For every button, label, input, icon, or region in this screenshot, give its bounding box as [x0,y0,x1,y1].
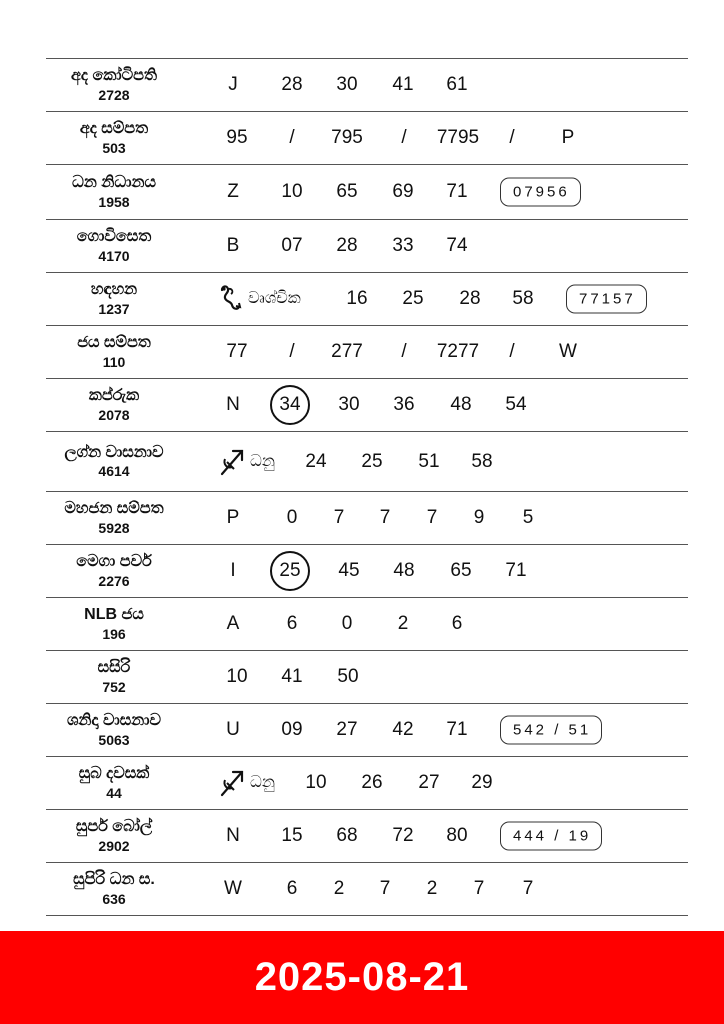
lottery-name: ධන නිධානය [72,174,156,192]
lottery-row [46,810,688,863]
result-number: 27 [418,772,440,793]
special-number-box: 542 / 51 [500,716,602,745]
lottery-name-cell [46,712,182,747]
draw-number: 1958 [98,193,130,210]
results-cell [182,379,688,431]
result-letter: I [230,560,236,581]
lottery-name-cell [46,174,182,209]
separator: / [509,341,515,362]
result-number: 51 [418,450,440,472]
result-letter: N [226,394,240,415]
draw-number: 5928 [98,519,130,536]
lottery-row [46,651,688,704]
separator: / [289,341,295,362]
result-number: 41 [392,74,414,95]
lottery-name-cell [46,387,182,422]
result-number: 68 [336,825,358,846]
lottery-name-cell [46,765,182,800]
result-number: 24 [305,450,327,472]
result-number: 50 [337,666,359,687]
lottery-name: සුපිරි ධන ස. [73,871,155,889]
results-cell [182,863,688,915]
draw-number: 2728 [98,86,130,103]
result-number: 795 [331,127,363,148]
result-number: 74 [446,235,468,256]
result-number: 72 [392,825,414,846]
result-number: 36 [393,394,415,415]
result-number: 41 [281,666,303,687]
lottery-name-cell [46,871,182,906]
result-number: 65 [336,181,358,202]
result-letter: A [226,613,240,634]
result-number: 2 [333,878,345,899]
result-number: 28 [459,288,481,309]
lottery-row [46,492,688,545]
result-number: 80 [446,825,468,846]
result-number: 7 [333,507,345,528]
result-number: 71 [446,719,468,740]
result-number: 58 [512,288,534,309]
result-letter: N [226,825,240,846]
lottery-name-cell [46,67,182,102]
results-cell [182,59,688,111]
separator: / [401,341,407,362]
result-number: 30 [336,74,358,95]
result-letter: P [226,507,240,528]
results-cell [182,757,688,809]
result-number: 7 [426,507,438,528]
lottery-name-cell [46,500,182,535]
lottery-name-cell [46,334,182,369]
lottery-row [46,326,688,379]
lottery-name: ශනිදා වාසනාව [66,712,161,730]
result-number: 0 [286,507,298,528]
results-cell [182,704,688,756]
zodiac-sign-label: වෘශ්චික [248,290,301,307]
result-number: W [559,341,577,362]
lottery-name-cell [46,281,182,316]
lottery-name: කප්රුක [88,387,140,405]
lottery-name: අද කෝටිපති [71,67,157,85]
result-number: 7277 [436,341,480,362]
results-cell [182,651,688,703]
result-number: 69 [392,181,414,202]
draw-number: 503 [102,139,126,156]
draw-number: 5063 [98,731,130,748]
result-number: 277 [331,341,363,362]
draw-number: 2276 [98,572,130,589]
result-number: 33 [392,235,414,256]
lottery-name: මෙගා පවර් [76,553,152,571]
result-letter: J [228,74,238,95]
draw-number: 44 [106,784,122,801]
lottery-row [46,863,688,916]
zodiac-sign [218,447,275,477]
sagittarius-icon [218,768,246,798]
zodiac-sign-label: ධනු [250,774,275,791]
results-table [46,58,688,916]
result-number: 42 [392,719,414,740]
lottery-name: NLB ජය [84,606,144,624]
lottery-row [46,273,688,326]
draw-number: 752 [102,678,126,695]
result-number: 9 [473,507,485,528]
draw-number: 4170 [98,247,130,264]
lottery-name-cell [46,606,182,641]
result-number: 61 [446,74,468,95]
lottery-name: අද සම්පත [79,120,149,138]
result-number: 25 [361,450,383,472]
result-letter: B [226,235,240,256]
result-number: 10 [281,181,303,202]
lottery-row [46,757,688,810]
draw-number: 4614 [98,463,130,480]
result-number: 65 [450,560,472,581]
separator: / [289,127,295,148]
draw-number: 636 [102,890,126,907]
zodiac-sign [218,284,301,314]
result-number: 07 [281,235,303,256]
result-number: 09 [281,719,303,740]
result-number: 54 [505,394,527,415]
result-number: P [561,127,575,148]
result-number: 2 [426,878,438,899]
results-cell [182,112,688,164]
lottery-name: සුබ දවසක් [78,765,150,783]
result-number: 29 [471,772,493,793]
draw-number: 196 [102,625,126,642]
result-number: 0 [341,613,353,634]
result-number: 5 [522,507,534,528]
lottery-row [46,432,688,492]
lottery-name: සුපර් බෝල් [75,818,153,836]
lottery-row [46,220,688,273]
bonus-number-circled: 34 [270,385,310,425]
result-number: 6 [286,613,298,634]
draw-number: 110 [102,353,126,370]
lottery-name-cell [46,818,182,853]
lottery-row [46,704,688,757]
results-cell [182,326,688,378]
lottery-row [46,598,688,651]
lottery-row [46,112,688,165]
results-cell [182,492,688,544]
date-banner [0,931,724,1024]
result-number: 27 [336,719,358,740]
lottery-name: සසිරි [97,659,131,677]
lottery-name: ජය සම්පත [77,334,151,352]
results-cell [182,273,688,325]
result-number: 95 [226,127,248,148]
special-number-box: 444 / 19 [500,822,602,851]
results-cell [182,220,688,272]
special-number-box: 07956 [500,178,581,207]
result-number: 58 [471,450,493,472]
bonus-number-circled: 25 [270,551,310,591]
result-number: 48 [450,394,472,415]
result-number: 10 [226,666,248,687]
result-number: 28 [336,235,358,256]
draw-number: 2078 [98,406,130,423]
result-number: 25 [402,288,424,309]
lottery-name-cell [46,444,182,479]
lottery-name-cell [46,120,182,155]
lottery-row [46,379,688,432]
result-number: 71 [505,560,527,581]
result-number: 6 [286,878,298,899]
lottery-name: ගොවිසෙත [76,228,152,246]
result-number: 7 [379,507,391,528]
zodiac-sign-label: ධනු [250,452,275,470]
results-cell [182,432,688,491]
result-number: 2 [397,613,409,634]
results-cell [182,598,688,650]
lottery-row [46,545,688,598]
draw-number: 2902 [98,837,130,854]
result-number: 10 [305,772,327,793]
result-number: 7 [473,878,485,899]
result-number: 30 [338,394,360,415]
result-number: 7 [379,878,391,899]
result-number: 7795 [436,127,480,148]
zodiac-sign [218,768,275,798]
draw-date: 2025-08-21 [254,955,470,999]
lottery-name: මහජන සම්පත [64,500,164,518]
results-cell [182,165,688,219]
result-number: 48 [393,560,415,581]
lottery-row [46,165,688,220]
result-number: 6 [451,613,463,634]
lottery-name-cell [46,553,182,588]
sagittarius-icon [218,447,246,477]
special-number-box: 77157 [566,285,647,314]
draw-number: 1237 [98,300,130,317]
lottery-name-cell [46,228,182,263]
results-cell [182,545,688,597]
result-number: 7 [522,878,534,899]
separator: / [401,127,407,148]
result-number: 77 [226,341,248,362]
result-letter: Z [227,181,239,202]
lottery-name: හඳහන [90,281,138,299]
result-letter: W [224,878,242,899]
results-cell [182,810,688,862]
lottery-name-cell [46,659,182,694]
result-number: 16 [346,288,368,309]
result-number: 28 [281,74,303,95]
result-letter: U [226,719,240,740]
result-number: 15 [281,825,303,846]
separator: / [509,127,515,148]
result-number: 45 [338,560,360,581]
result-number: 26 [361,772,383,793]
scorpio-icon [218,284,244,314]
lottery-row [46,59,688,112]
lottery-name: ලග්න වාසනාව [64,443,164,461]
result-number: 71 [446,181,468,202]
